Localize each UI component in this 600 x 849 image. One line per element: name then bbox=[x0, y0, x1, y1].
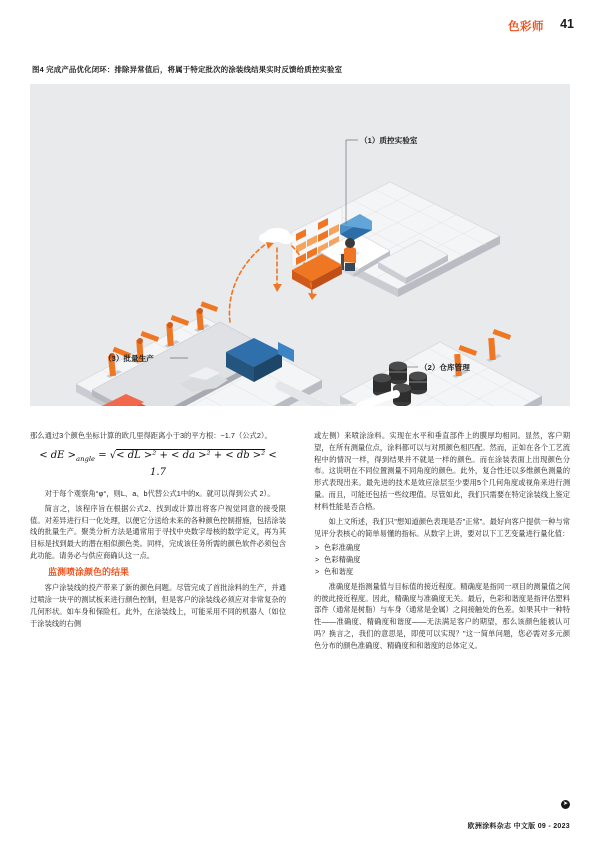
continue-arrow-icon: ➤ bbox=[562, 801, 569, 807]
label-production: （3）批量生产 bbox=[104, 354, 154, 363]
figure-caption: 图4 完成产品优化闭环：排除异常值后，将属于特定批次的涂装线结果实时反馈给质控实验室 bbox=[32, 65, 343, 74]
magazine-title: 色彩师 bbox=[508, 21, 544, 33]
list-item: > 色彩准确度 bbox=[314, 542, 570, 554]
formula-lhs: < dE > bbox=[39, 449, 77, 461]
formula-rhs: < 1.7 bbox=[150, 449, 277, 478]
list-item: > 色彩精确度 bbox=[314, 554, 570, 566]
body-column-right bbox=[314, 430, 570, 655]
label-warehouse: （2）仓库管理 bbox=[420, 363, 470, 372]
paragraph-left-4: 客户涂装线的投产带来了新的颜色问题。尽管完成了首批涂料的生产，并通过喷涂一块平的测试板来进行颜色控制，但是客户的涂装线必须应对非常复杂的几何形状。如车身和保险杠。此外，在涂装线上，可能采用不同的机器人（如位于涂装线的右侧 bbox=[30, 583, 286, 628]
page-header bbox=[0, 0, 600, 42]
paragraph-right-2: 如上文所述，我们只"想知道颜色表现是否"正常"。最好向客户提供一种与常见评分表核心的简单易懂的指标。从数字上讲，要对以下工艺变量进行量化值： bbox=[314, 516, 570, 538]
body-column-left bbox=[30, 430, 286, 633]
paragraph-right-1: 或左侧）来喷涂涂料。实现在水平和垂直部件上的膜厚均相同。显然，客户期望，在所有测量位点，涂料都可以与对照颜色相匹配。然而，正如在各个工艺流程中的情况一样，得到结果并不就是一样的颜色。而在涂装表面上出现颜色分布。这说明在不同位置测量不同角度的颜色。此外，复合性还以多维颜色测量的形式表现出来。最先进的技术是效应涂层至少要用5个几何角度或视角来进行测量。而且，可能还包括一些纹理值。尽管如此，我们只需要在特定涂装线上鉴定材料性能是否合格。 bbox=[314, 431, 570, 511]
figure-illustration bbox=[30, 84, 570, 406]
paragraph-left-1: 那么通过3个颜色坐标计算的欧几里得距离小于3的平方根：~1.7（公式2）。 bbox=[30, 431, 272, 440]
label-quality-lab: （1）质控实验室 bbox=[360, 136, 418, 145]
page-number: 41 bbox=[560, 17, 574, 31]
quality-metric-list bbox=[314, 542, 570, 577]
paragraph-left-2: 对于每个观察角°φ°，则L、a、b代替公式1中的x。就可以得到公式 2）。 bbox=[44, 489, 275, 498]
section-heading-monitoring: 监测喷涂颜色的结果 bbox=[48, 566, 130, 577]
list-item: > 色和谐度 bbox=[314, 566, 570, 578]
footer-text: 欧洲涂料杂志 中文版 09 - 2023 bbox=[467, 823, 570, 830]
paragraph-left-3: 简言之，该程序旨在根据公式2、找到或计算出将客户视觉同意的接受限值。对差异进行归一化处理，以便它分送给未来的各种颜色控制措施，包括涂装线的批量生产。聚类分析方法是通常用于寻找中央数字母核的数学定义，再为其目标是找到最大的潜在相似颜色类。同样，完成该任务所需的颜色软件必须包含此功能。请务必与供应商确认这一点。 bbox=[30, 503, 286, 561]
formula-subscript: angle bbox=[76, 454, 96, 463]
paragraph-right-3: 准确度是指测量值与目标值的接近程度。精确度是指同一项目的测量值之间的彼此接近程度。因此，精确度与准确度无关。最后，色彩和谐度是指评估塑料部件（通常是树脂）与车身（通常是金属）之间接触处的色差。如果其中一种特性——准确度、精确度和谐度——无法满足客户的期望，那么该颜色能被认可吗？换言之，我们的意思是，即使可以实现？"这一简单问题，您必需对多元颜色分布的颜色准确度、精确度和和谐度的总体定义。 bbox=[314, 581, 570, 650]
formula-dE-angle: < dE $>_{angle}$ = √< dL >² + < da >² + < db >² < 1.7 bbox=[39, 449, 277, 478]
formula-radicand: < dL >² + < da >² + < db >² bbox=[116, 449, 266, 461]
